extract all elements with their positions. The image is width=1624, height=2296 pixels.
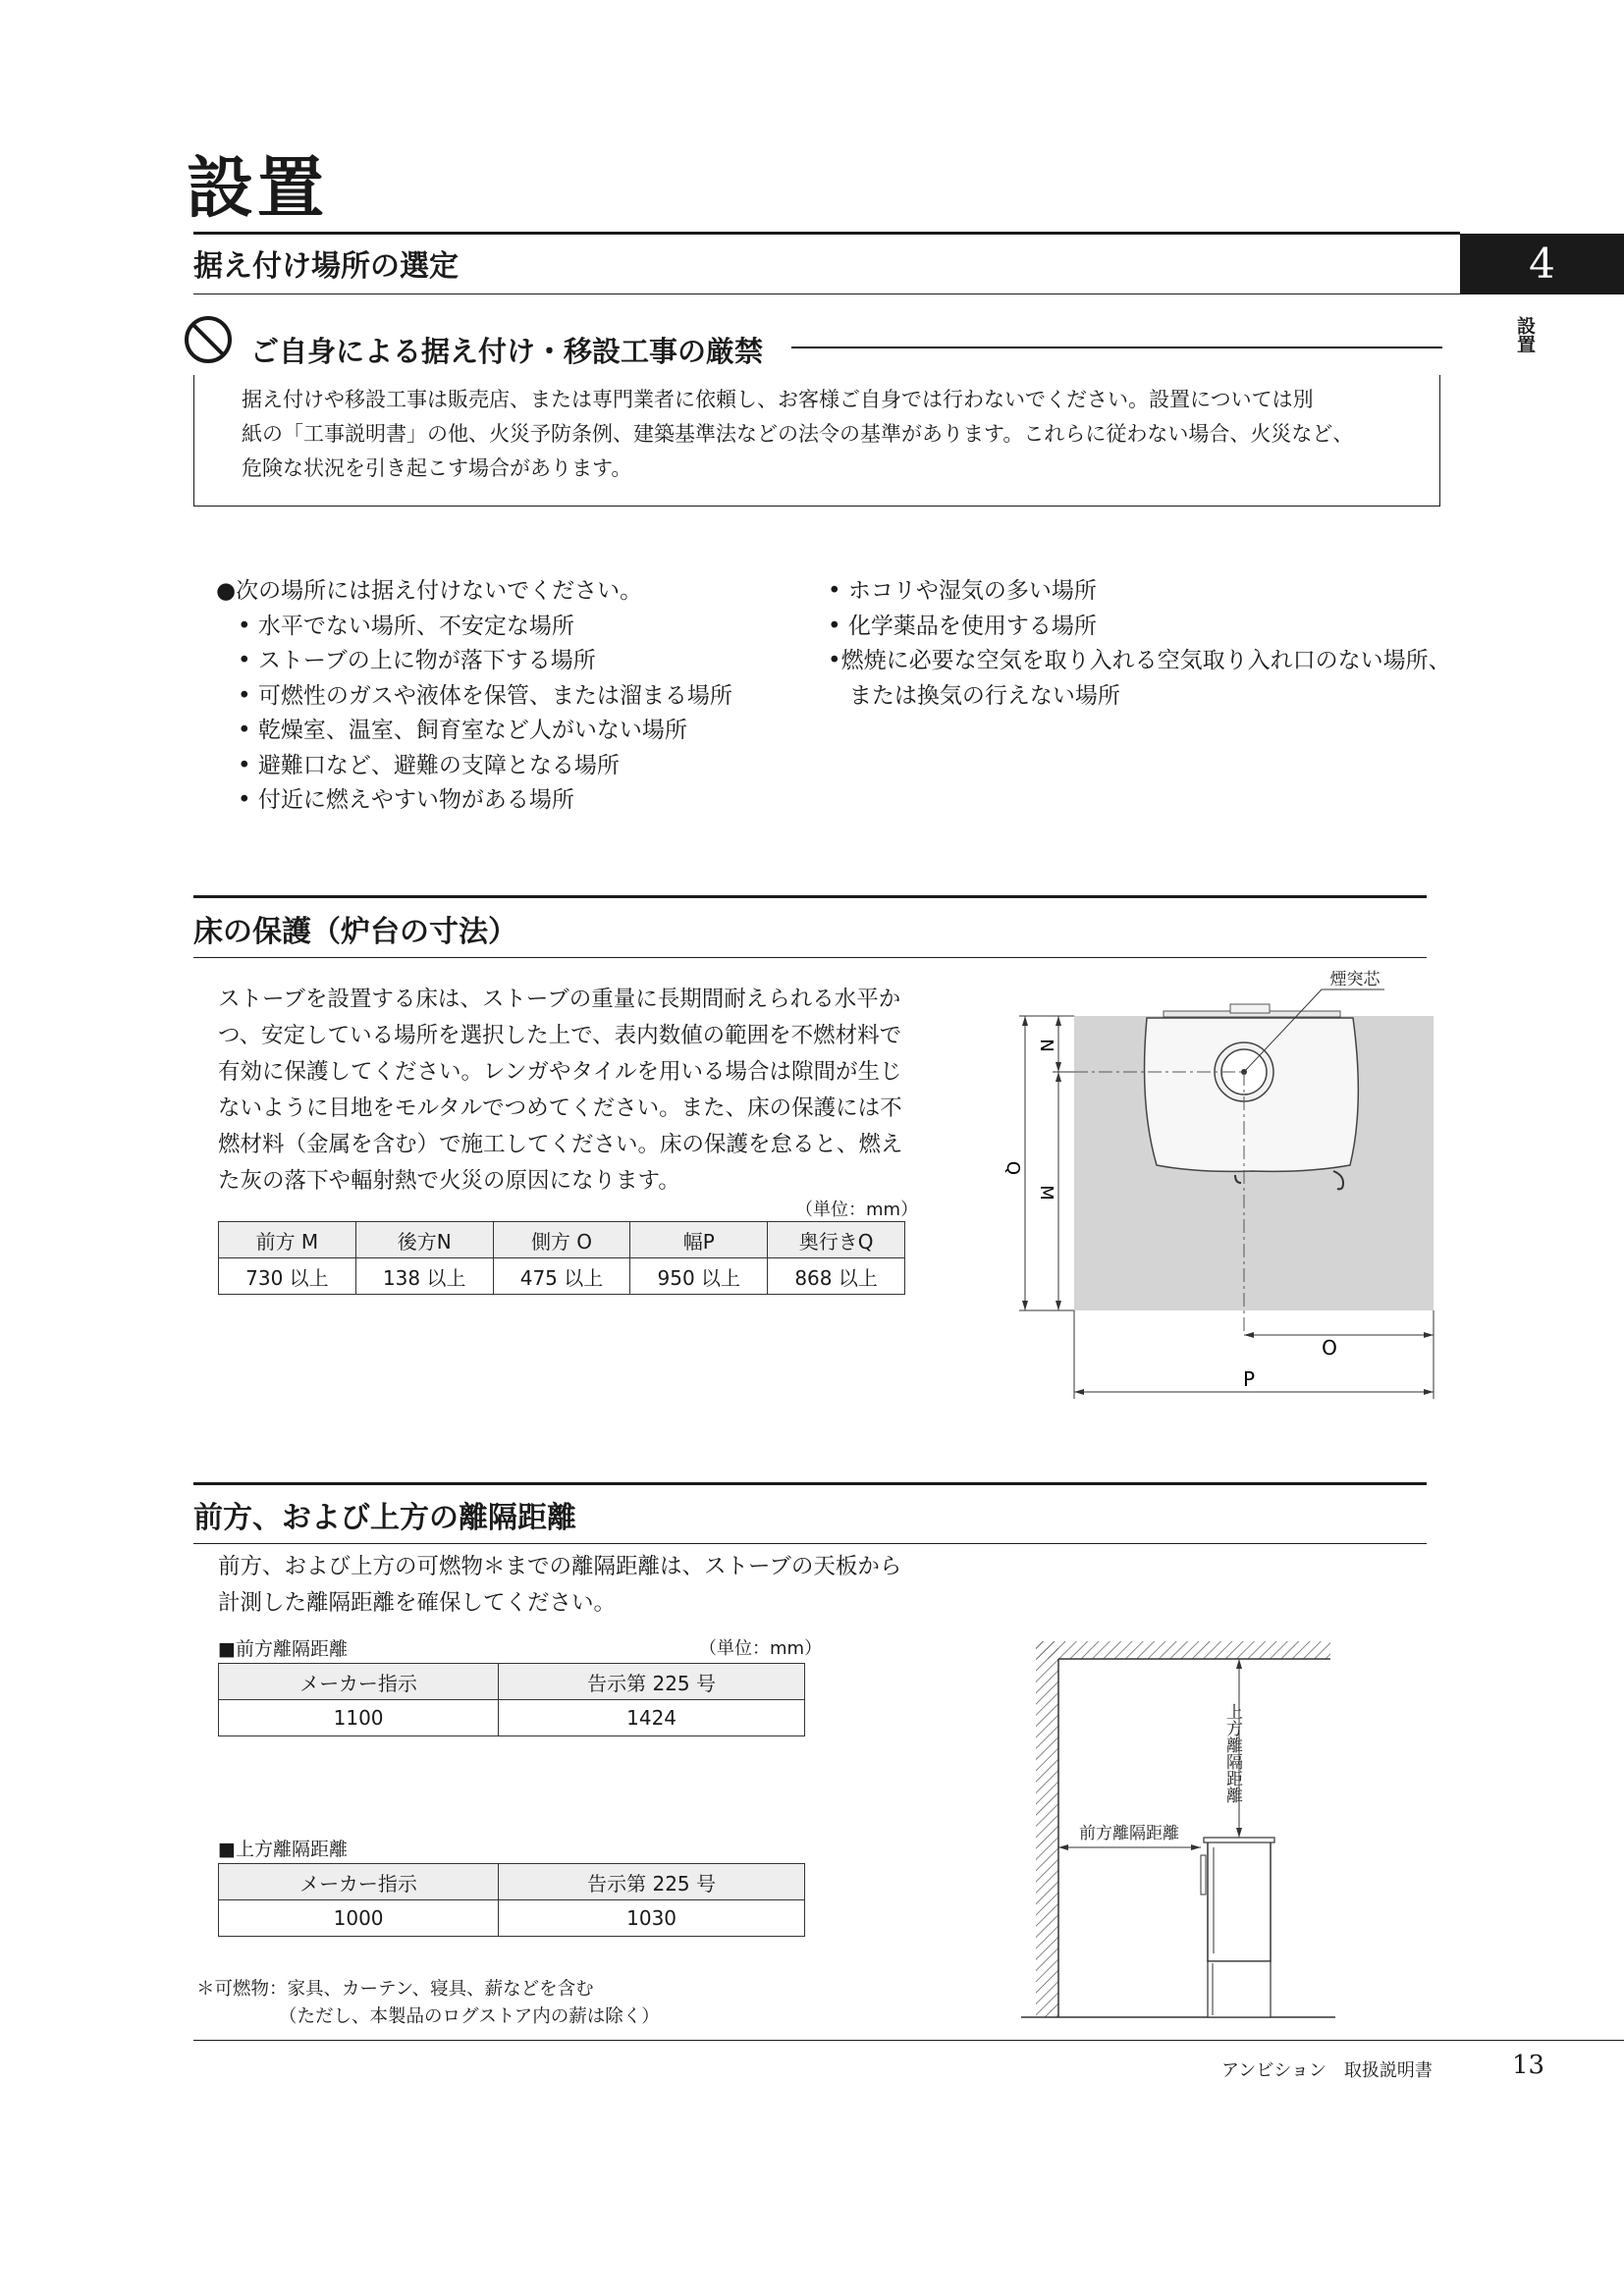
top-clearance-table: [218, 1863, 805, 1937]
table-cell: 1100: [219, 1700, 499, 1736]
arrow-head: [1244, 1332, 1254, 1338]
list-item: • 付近に燃えやすい物がある場所: [238, 787, 574, 813]
list-item: または換気の行えない場所: [828, 682, 1120, 709]
dim-label-o: O: [1322, 1336, 1337, 1360]
table-header-cell: 後方N: [355, 1222, 493, 1258]
side-tab-text: 設置: [1514, 316, 1536, 353]
chapter-number-badge: 4: [1460, 234, 1624, 294]
warning-line: 紙の「工事説明書」の他、火災予防条例、建築基準法などの法令の基準があります。これらに従わない場合、火災など、: [242, 422, 1354, 446]
paragraph-line: 計測した離隔距離を確保してください。: [218, 1590, 617, 1616]
list-item: • 可燃性のガスや液体を保管、または溜まる場所: [238, 682, 732, 709]
top-clearance-caption: ■上方離隔距離: [218, 1839, 348, 1860]
side-tab-label: [1510, 316, 1540, 353]
table-row: [219, 1700, 805, 1736]
unit-label: （単位：mm）: [699, 1638, 823, 1659]
hearth-dimensions-table: [218, 1221, 905, 1295]
unit-label: （単位：mm）: [795, 1200, 919, 1220]
chimney-collar: [1230, 1004, 1270, 1013]
ceiling-hatch: [1036, 1641, 1330, 1659]
note-line: （ただし、本製品のログストア内の薪は除く）: [279, 2006, 660, 2027]
dim-label-m: M: [1036, 1185, 1056, 1201]
section-title-installation-location: 据え付け場所の選定: [193, 249, 459, 284]
footer-manual-title: アンビション 取扱説明書: [1221, 2060, 1433, 2081]
log-store: [1208, 1961, 1271, 2017]
top-clearance-label: 上方離隔距離: [1222, 1703, 1242, 1803]
arrow-head: [1236, 1828, 1242, 1838]
arrow-head: [1022, 1301, 1028, 1310]
table-cell: 730 以上: [219, 1258, 356, 1295]
front-clearance-caption: ■前方離隔距離: [218, 1638, 348, 1660]
paragraph-line: 有効に保護してください。レンガやタイルを用いる場合は隙間が生じ: [218, 1059, 902, 1085]
arrow-head: [1056, 1301, 1061, 1310]
arrow-head: [1236, 1659, 1242, 1669]
list-item: • 避難口など、避難の支障となる場所: [238, 752, 620, 778]
warning-heading-rule: [791, 347, 1442, 348]
prohibited-locations-list-right: [828, 574, 1451, 714]
table-header-cell: メーカー指示: [219, 1664, 499, 1700]
prohibition-icon: [183, 314, 234, 365]
warning-heading: ご自身による据え付け・移設工事の厳禁: [250, 335, 764, 368]
paragraph-line: ストーブを設置する床は、ストーブの重量に長期間耐えられる水平か: [218, 987, 901, 1012]
paragraph-line: 燃材料（金属を含む）で施工してください。床の保護を怠ると、燃え: [218, 1132, 903, 1157]
chimney-label: 煙突芯: [1329, 970, 1380, 989]
table-header-cell: 告示第 225 号: [499, 1664, 805, 1700]
section-rule-top: [193, 895, 1427, 898]
list-item: •燃焼に必要な空気を取り入れる空気取り入れ口のない場所、: [828, 648, 1451, 673]
table-cell: 1030: [499, 1900, 805, 1937]
section-title-floor-protection: 床の保護（炉台の寸法）: [193, 915, 517, 949]
wall-hatch: [1036, 1641, 1058, 2017]
stove-body: [1208, 1840, 1271, 1961]
section-rule-top: [193, 232, 1460, 235]
table-header-cell: 奥行きQ: [768, 1222, 905, 1258]
table-header-row: [219, 1664, 805, 1700]
arrow-head: [1424, 1389, 1434, 1395]
arrow-head: [1191, 1844, 1201, 1850]
section-rule-top: [193, 1482, 1427, 1485]
section-title-clearance: 前方、および上方の離隔距離: [193, 1501, 576, 1535]
arrow-head: [1424, 1332, 1434, 1338]
paragraph-line: た灰の落下や輻射熱で火災の原因になります。: [218, 1168, 680, 1194]
arrow-head: [1074, 1389, 1084, 1395]
table-cell: 138 以上: [355, 1258, 493, 1295]
combustibles-note: [196, 1976, 660, 2031]
list-item: • ストーブの上に物が落下する場所: [238, 648, 596, 673]
stove-handle: [1201, 1855, 1206, 1895]
note-line: ＊可燃物：家具、カーテン、寝具、薪などを含む: [196, 1979, 594, 2000]
warning-line: 危険な状況を引き起こす場合があります。: [242, 456, 632, 480]
table-header-row: [219, 1222, 905, 1258]
stove-top: [1204, 1838, 1274, 1842]
floor-protection-paragraph: [218, 982, 925, 1200]
table-header-cell: 前方 M: [219, 1222, 356, 1258]
hearth-dimension-diagram: [992, 957, 1453, 1418]
footer-rule: [193, 2040, 1624, 2041]
dim-label-n: N: [1036, 1039, 1056, 1052]
clearance-paragraph: [218, 1549, 964, 1622]
warning-line: 据え付けや移設工事は販売店、または専門業者に依頼し、お客様ご自身では行わないでください。設置については別: [242, 388, 1314, 411]
table-cell: 868 以上: [768, 1258, 905, 1295]
table-cell: 1000: [219, 1900, 499, 1937]
table-row: [219, 1258, 905, 1295]
list-item: • 水平でない場所、不安定な場所: [238, 613, 574, 639]
table-cell: 475 以上: [493, 1258, 630, 1295]
dim-label-q: Q: [1002, 1160, 1023, 1176]
paragraph-line: ないように目地をモルタルでつめてください。また、床の保護には不: [218, 1095, 902, 1121]
table-header-cell: 告示第 225 号: [499, 1864, 805, 1900]
page-title: 設置: [187, 149, 329, 228]
front-clearance-table: [218, 1663, 805, 1736]
table-row: [219, 1900, 805, 1937]
front-clearance-label: 前方離隔距離: [1079, 1824, 1179, 1843]
clearance-diagram: [1021, 1629, 1335, 2022]
table-header-cell: 側方 O: [493, 1222, 630, 1258]
warning-text: [242, 383, 1400, 486]
prohibited-locations-list-left: [216, 574, 732, 819]
section-rule-bottom: [193, 1543, 1427, 1544]
arrow-head: [1022, 1016, 1028, 1026]
arrow-head: [1058, 1844, 1068, 1850]
table-header-cell: 幅P: [630, 1222, 768, 1258]
paragraph-line: 前方、および上方の可燃物＊までの離隔距離は、ストーブの天板から: [218, 1554, 902, 1579]
arrow-head: [1056, 1062, 1061, 1072]
table-header-cell: メーカー指示: [219, 1864, 499, 1900]
page-number: 13: [1512, 2051, 1545, 2080]
list-item: ●次の場所には据え付けないでください。: [216, 578, 643, 604]
list-item: • 乾燥室、温室、飼育室など人がいない場所: [238, 718, 687, 743]
table-cell: 1424: [499, 1700, 805, 1736]
dim-label-p: P: [1242, 1367, 1256, 1391]
paragraph-line: つ、安定している場所を選択した上で、表内数値の範囲を不燃材料で: [218, 1023, 902, 1048]
arrow-head: [1056, 1072, 1061, 1082]
table-header-row: [219, 1864, 805, 1900]
list-item: • 化学薬品を使用する場所: [828, 613, 1097, 639]
list-item: • ホコリや湿気の多い場所: [828, 578, 1097, 604]
arrow-head: [1056, 1016, 1061, 1026]
table-cell: 950 以上: [630, 1258, 768, 1295]
